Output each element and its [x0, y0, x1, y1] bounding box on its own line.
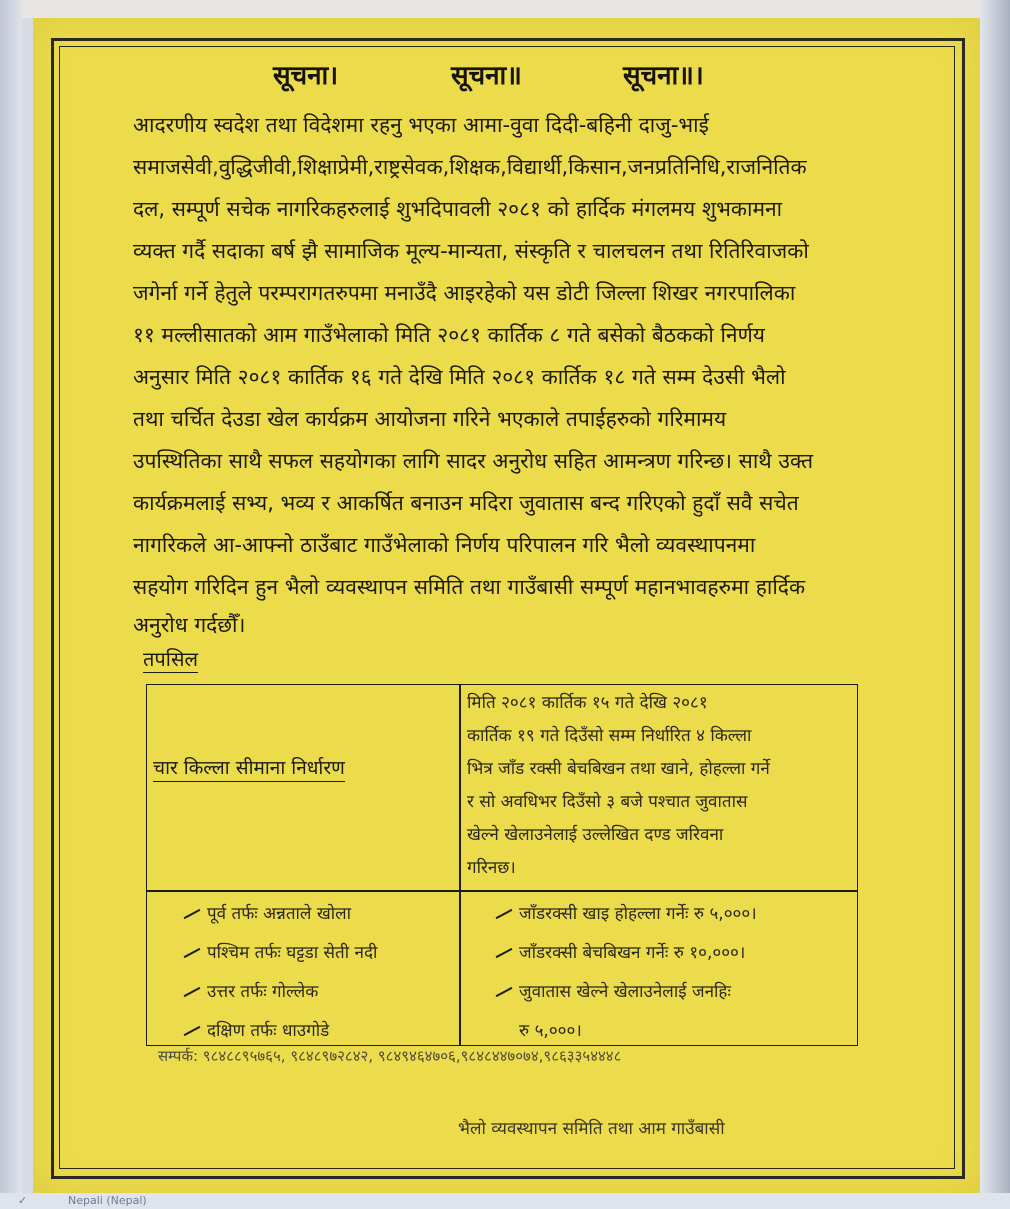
list-item	[495, 973, 757, 1012]
prohibition-line: खेल्ने खेलाउनेलाई उल्लेखित दण्ड जरिवना	[467, 825, 724, 845]
body-line: आदरणीय स्वदेश तथा विदेशमा रहनु भएका आमा-वुवा दिदी-बहिनी दाजु-भाई	[133, 113, 709, 137]
notice-heading-1: सूचना।	[273, 61, 339, 91]
prohibition-line: मिति २०८१ कार्तिक १५ गते देखि २०८१	[467, 693, 708, 713]
body-line: व्यक्त गर्दै सदाका बर्ष झै सामाजिक मूल्य-मान्यता, संस्कृति र चालचलन तथा रितिरिवाजको	[133, 239, 809, 263]
boundary-title: चार किल्ला सीमाना निर्धारण	[153, 755, 345, 782]
prohibition-line: र सो अवधिभर दिउँसो ३ बजे पश्चात जुवातास	[467, 792, 748, 812]
prohibition-line: कार्तिक १९ गते दिउँसो सम्म निर्धारित ४ किल्ला	[467, 726, 752, 746]
boundary-item: पश्चिम तर्फः घट्टडा सेती नदी	[207, 943, 378, 963]
list-item	[495, 895, 757, 934]
body-line: कार्यक्रमलाई सभ्य, भव्य र आकर्षित बनाउन मदिरा जुवातास बन्द गरिएको हुदाँ सवै सचेत	[133, 491, 799, 515]
boundary-item: पूर्व तर्फः अन्नताले खोला	[207, 904, 352, 924]
boundary-item: दक्षिण तर्फः धाउगोडे	[207, 1021, 330, 1041]
body-line: ११ मल्लीसातको आम गाउँभेलाको मिति २०८१ कार्तिक ८ गते बसेको बैठकको निर्णय	[133, 323, 765, 347]
screen-right-edge	[980, 0, 1010, 1209]
arrow-bullet-icon	[184, 948, 201, 958]
details-table	[146, 684, 858, 1046]
arrow-bullet-icon	[184, 987, 201, 997]
arrow-bullet-icon	[184, 1026, 201, 1036]
screen-left-edge	[0, 0, 22, 1209]
details-label: तपसिल	[143, 647, 199, 671]
footer-signature: भैलो व्यवस्थापन समिति तथा आम गाउँबासी	[458, 1119, 725, 1139]
body-line: अनुरोध गर्दछौँ।	[133, 613, 246, 637]
contact-numbers: सम्पर्क: ९८४८८९५७६५, ९८४८९७२८४२, ९८४९४६४७०६,९८४८४४७०७४,९८६३३५४४४८	[158, 1047, 622, 1065]
notice-poster	[33, 18, 980, 1193]
body-line: दल, सम्पूर्ण सचेक नागरिकहरुलाई शुभदिपावली २०८१ को हार्दिक मंगलमय शुभकामना	[133, 197, 783, 221]
list-item	[183, 895, 377, 934]
list-item	[183, 934, 377, 973]
boundary-list	[183, 895, 377, 1051]
penalty-list	[495, 895, 757, 1051]
check-icon: ✓	[18, 1194, 28, 1207]
heading-row	[33, 56, 980, 92]
penalty-item: रु ५,०००।	[519, 1021, 582, 1041]
notice-heading-2: सूचना॥	[451, 61, 522, 91]
boundary-item: उत्तर तर्फः गोल्लेक	[207, 982, 319, 1002]
prohibition-line: गरिनछ।	[467, 858, 516, 878]
body-line: जगेर्ना गर्ने हेतुले परम्परागतरुपमा मनाउँदै आइरहेको यस डोटी जिल्ला शिखर नगरपालिका	[133, 281, 796, 305]
body-line: सहयोग गरिदिन हुन भैलो व्यवस्थापन समिति तथा गाउँबासी सम्पूर्ण महानभावहरुमा हार्दिक	[133, 575, 806, 599]
arrow-bullet-icon	[184, 909, 201, 919]
body-line: समाजसेवी,वुद्धिजीवी,शिक्षाप्रेमी,राष्ट्रसेवक,शिक्षक,विद्यार्थी,किसान,जनप्रतिनिधि,राजनितिक	[133, 155, 807, 179]
body-line: उपस्थितिका साथै सफल सहयोगका लागि सादर अनुरोध सहित आमन्त्रण गरिन्छ। साथै उक्त	[133, 449, 814, 473]
penalty-item: जाँडरक्सी बेचबिखन गर्नेः रु १०,०००।	[519, 943, 746, 963]
penalty-item: जाँडरक्सी खाइ होहल्ला गर्नेः रु ५,०००।	[519, 904, 757, 924]
penalty-item: जुवातास खेल्ने खेलाउनेलाई जनहिः	[519, 982, 731, 1002]
body-line: तथा चर्चित देउडा खेल कार्यक्रम आयोजना गरिने भएकाले तपाईहरुको गरिमामय	[133, 407, 727, 431]
screen-top-edge	[0, 0, 1010, 18]
arrow-bullet-icon	[496, 948, 513, 958]
notice-heading-3: सूचना॥।	[623, 61, 704, 91]
status-bar	[0, 1193, 1010, 1209]
prohibition-line: भित्र जाँड रक्सी बेचबिखन तथा खाने, होहल्ला गर्ने	[467, 759, 770, 779]
body-line: नागरिकले आ-आफ्नो ठाउँबाट गाउँभेलाको निर्णय परिपालन गरि भैलो व्यवस्थापनमा	[133, 533, 756, 557]
table-divider-horizontal	[147, 890, 857, 892]
table-divider-vertical	[459, 685, 461, 1045]
list-item	[183, 973, 377, 1012]
body-line: अनुसार मिति २०८१ कार्तिक १६ गते देखि मिति २०८१ कार्तिक १८ गते सम्म देउसी भैलो	[133, 365, 786, 389]
arrow-bullet-icon	[496, 987, 513, 997]
arrow-bullet-icon	[496, 909, 513, 919]
list-item	[495, 934, 757, 973]
language-indicator[interactable]: Nepali (Nepal)	[68, 1194, 147, 1207]
